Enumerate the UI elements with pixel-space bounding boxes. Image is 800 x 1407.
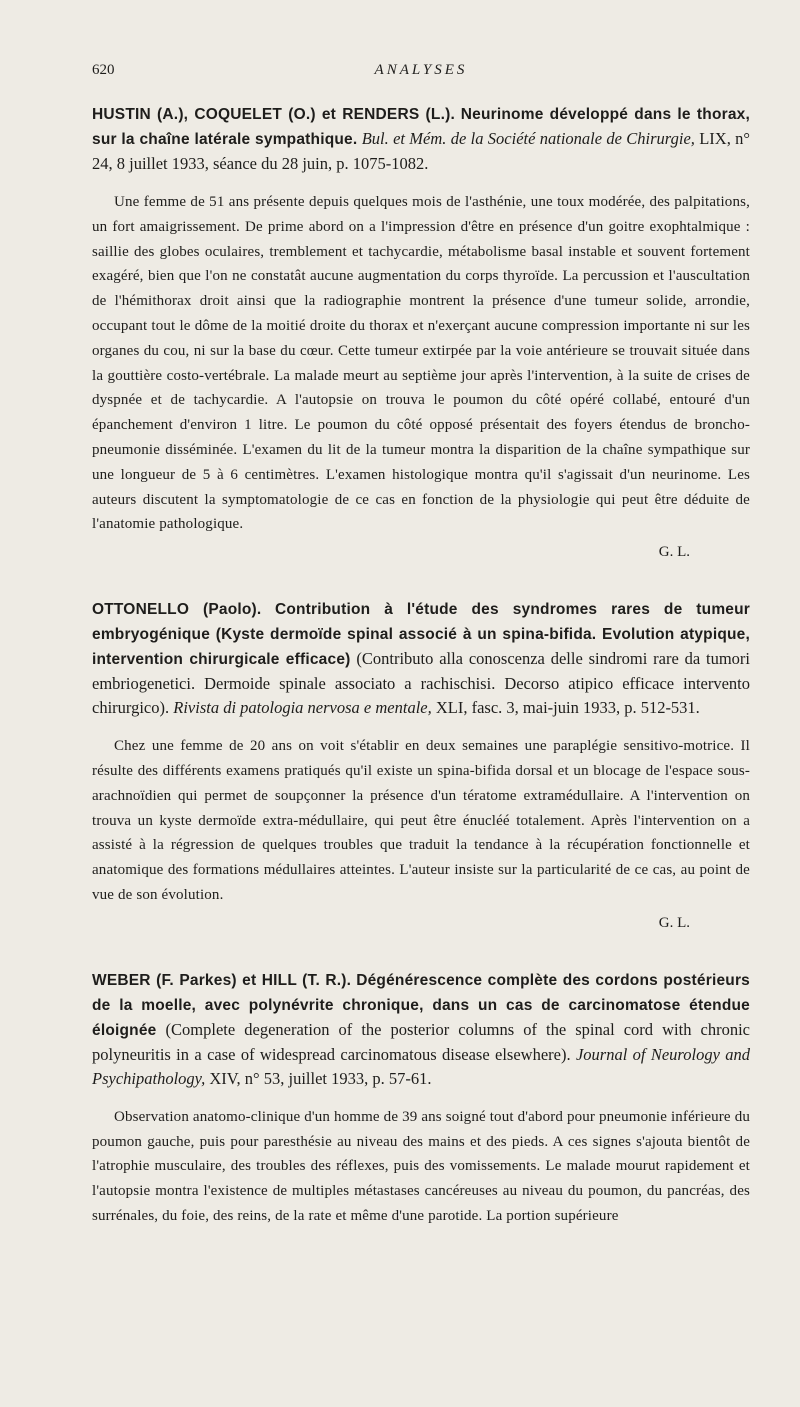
entry-abstract: Chez une femme de 20 ans on voit s'établir en deux semaines une paraplégie sensitivo-motrice. Il résulte des différents examens pratiqués qu'il existe un spina-bifida dorsal et un blocage de l'espace sous-arachnoïdien qui permet de soupçonner la présence d'un tératome extramédullaire. A l'intervention on trouva un kyste dermoïde extra-médullaire, qui peut être énucléé totalement. Après l'intervention on a assisté à la régression de quelques troubles que traduit la tendance à la récupération fonctionnelle et anatomique des formations médullaires atteintes. L'auteur insiste sur la particularité de ce cas, au point de vue de son évolution. bbox=[92, 738, 750, 903]
entry-original-title: (Contributo alla conoscenza delle sindromi rare da tumori embriogenetici. Dermoide spinale associato a rachischisi. Decorso atipico efficace intervento chirurgico). bbox=[92, 649, 751, 718]
entry-signature: G. L. bbox=[658, 544, 690, 561]
review-entry-ottonello bbox=[92, 597, 750, 934]
entry-citation bbox=[92, 597, 750, 720]
entry-details: XIV, n° 53, juillet 1933, p. 57-61. bbox=[209, 1068, 432, 1088]
section-title: ANALYSES bbox=[374, 62, 468, 78]
entry-authors: WEBER (F. Parkes) et HILL (T. R.). bbox=[92, 971, 352, 989]
entry-details: XLI, fasc. 3, mai-juin 1933, p. 512-531. bbox=[435, 698, 700, 718]
review-entry-weber bbox=[92, 968, 750, 1229]
entry-title: Contribution à l'étude des syndromes rares de tumeur embryogénique (Kyste dermoïde spinal associé à un spina-bifida. Evolution atypique, intervention chirurgicale efficace) bbox=[92, 601, 751, 669]
entry-title: Neurinome développé dans le thorax, sur la chaîne latérale sympathique. bbox=[92, 106, 750, 148]
review-entry-hustin bbox=[92, 102, 750, 563]
entry-authors: HUSTIN (A.), COQUELET (O.) et RENDERS (L.). bbox=[92, 106, 455, 123]
entry-details: LIX, n° 24, 8 juillet 1933, séance du 28 juin, p. 1075-1082. bbox=[92, 129, 751, 173]
entry-journal: Journal of Neurology and Psychipathology, bbox=[92, 1044, 751, 1088]
running-head bbox=[92, 62, 750, 84]
entry-citation bbox=[92, 968, 750, 1091]
entry-original-title: (Complete degeneration of the posterior columns of the spinal cord with chronic polyneuritis in a case of widespread carcinomatous disease elsewhere). bbox=[92, 1019, 750, 1064]
page-number: 620 bbox=[92, 62, 115, 78]
entry-title: Dégénérescence complète des cordons postérieurs de la moelle, avec polynévrite chronique, dans un cas de carcinomatose étendue éloignée bbox=[92, 971, 751, 1039]
entry-signature: G. L. bbox=[658, 914, 690, 931]
entry-journal: Bul. et Mém. de la Société nationale de Chirurgie, bbox=[361, 129, 695, 148]
entry-citation bbox=[92, 102, 750, 176]
entry-abstract: Une femme de 51 ans présente depuis quelques mois de l'asthénie, une toux modérée, des palpitations, un fort amaigrissement. De prime abord on a l'impression d'être en présence d'un goitre exophtalmique : saillie des globes oculaires, tremblement et tachycardie, métabolisme basal instable et souvent fortement exagéré, bien que l'on ne constatât aucune augmentation du corps thyroïde. La percussion et l'auscultation de l'hémithorax droit ainsi que la radiographie montrent la présence d'une tumeur solide, arrondie, occupant tout le dôme de la moitié droite du thorax et n'exerçant aucune compression importante ni sur les organes du cou, ni sur la base du cœur. Cette tumeur extirpée par la voie antérieure se trouvait située dans la gouttière costo-vertébrale. La malade meurt au septième jour après l'intervention, à la suite de crises de dyspnée et de tachycardie. A l'autopsie on trouva le poumon du côté opéré collabé, entouré d'un épanchement d'environ 1 litre. Le poumon du côté opposé présentait des foyers étendus de broncho-pneumonie disséminée. L'examen du lit de la tumeur montra la disparition de la chaîne sympathique sur une longueur de 5 à 6 centimètres. L'examen histologique montra qu'il s'agissait d'un neurinome. Les auteurs discutent la symptomatologie de ce cas en fonction de la physiologie qui peut être déduite de l'anatomie pathologique. bbox=[92, 194, 750, 533]
entry-journal: Rivista di patologia nervosa e mentale, bbox=[173, 698, 432, 718]
entry-authors: OTTONELLO (Paolo). bbox=[92, 601, 262, 619]
entry-abstract: Observation anatomo-clinique d'un homme de 39 ans soigné tout d'abord pour pneumonie inférieure du poumon gauche, puis pour paresthésie au niveau des mains et des pieds. A ces signes s'ajouta bientôt de l'atrophie musculaire, des troubles des réflexes, puis des vomissements. Le malade mourut rapidement et l'autopsie montra l'existence de multiples métastases cancéreuses au niveau du poumon, du pancréas, des surrénales, du foie, des reins, de la rate et même d'une parotide. La portion supérieure bbox=[92, 1108, 750, 1224]
